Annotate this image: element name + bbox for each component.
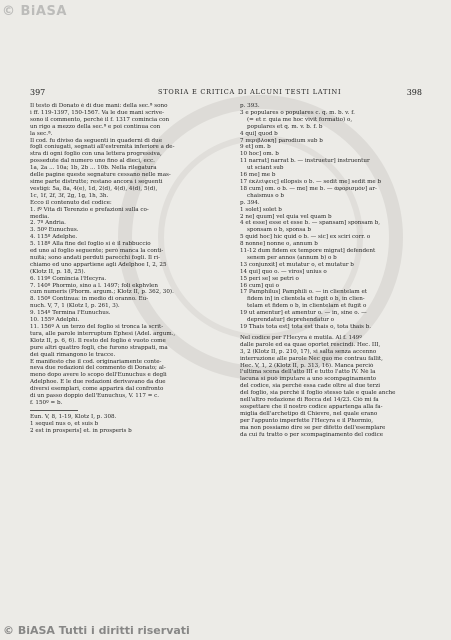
running-header (30, 88, 422, 100)
text-line: 4 et esse] esse et esse b. — spansam] sponsam b, (240, 220, 381, 227)
text-line: 1c, 1f, 2f, 3f, 2g, 1g, 1h, 3h. (30, 192, 109, 199)
text-line: delle pagine queste segnature cessano nelle mas- (30, 172, 171, 179)
text-line: 2. 7º Andria. (30, 220, 66, 227)
text-line: 16 me] me b (240, 172, 276, 179)
text-line: 7. 140º Phormio, sino a l. 1497; foli ekphvlen (30, 282, 158, 289)
left-body-text (30, 103, 228, 407)
text-line: dalle parole ed ea quae oportet rescindi. Hec. III, (240, 341, 381, 348)
text-line: Ecco il contenuto del codice: (30, 199, 112, 206)
text-line: Adelphoe. E le due redazioni derivavano da due (30, 379, 166, 386)
text-line: 11-12 dum fidem ex tempore migrat] defendent (240, 248, 376, 255)
text-line: (Klotz II, p. 18, 25). (30, 268, 86, 275)
text-line: telam et fidem o b, in clientelam et fugit o (247, 303, 367, 310)
text-line: 1 solet] solet b (240, 206, 282, 213)
text-line: 16 cum] qui o (240, 282, 280, 289)
text-line: 19 Thais tota est] tota est thais o, tota thais b. (240, 324, 372, 330)
text-line: miglia dell'archetipo di Chievre, nel quale erano (240, 410, 378, 417)
text-line: 14 qui] quo o. — viros] unius o (240, 268, 327, 275)
text-line: sospettare che il nostro codice appartenga alla fa- (240, 403, 383, 410)
text-line: 3 e populares o populares c. q. m. b. v. f. (240, 109, 355, 116)
text-line: dei quali rimangono le tracce. (30, 351, 116, 358)
text-line: 5. 118º Alla fine del foglio si è il rabbuccio (30, 241, 151, 248)
text-line: 19 ut amentur] et amentur o. — in, sine o. — (240, 310, 367, 317)
page-number-right: 398 (406, 88, 422, 97)
text-line: nuità; sono andati perduti parecchi fogli. Il ri- (30, 254, 161, 261)
text-line: 8. 150º Continua: in medio di oranno. Eu- (30, 296, 149, 303)
text-line: un rigo a mezzo della sec.ª e poi continua con (30, 123, 161, 130)
text-line: 1a, 2a ... 10a; 1b, 2b ... 10b. Nella rilegatura (30, 165, 157, 172)
text-line: Hec. V, 1, 2 (Klotz II, p. 313, 16). Manca perciò (240, 362, 374, 369)
text-line: Klotz II, p. 6, 6). Il resto del foglio è vuoto come (30, 337, 166, 344)
text-line: pure altri quattro fogli, che furono strappati, ma (30, 344, 168, 351)
watermark-top: © BiASA (2, 4, 67, 19)
text-line: vestigi: 5a, 8a, 4(e), 1d, 2(d), 4(d), 4(d), 5(d), (30, 185, 158, 192)
text-line: senem per annos (annum b) o b (247, 254, 337, 261)
text-line: nuch. V, 7, 1 (Klotz I, p. 261, 3). (30, 303, 120, 310)
text-line: da cui fu tratto o per scompaginamento del codice (240, 431, 384, 438)
text-line: f. 150º = b. (30, 399, 63, 406)
text-line: 3, 2 (Klotz II, p. 210, 17), si salta senza accenno (240, 348, 377, 355)
text-line: 4 qui] quod b (240, 130, 278, 137)
text-line: 11 narrat] narrat b. — instruetur] instruentur (240, 158, 370, 165)
text-line: del foglio, sia perchè il foglio stesso tale e quale anche (240, 390, 396, 397)
text-line: populares et q. m. v. b. f. b (247, 123, 323, 130)
right-apparatus (240, 103, 422, 331)
text-line: fogli coniugati, segnati all'estremità inferiore a de- (30, 144, 175, 151)
text-line: 5 quid hoc] hic quid o b. — sic] ex sciri corr. o (240, 234, 371, 241)
right-paragraph (240, 335, 422, 439)
text-line: possedute dal numero uno fino al dieci, ecc. (30, 158, 155, 165)
text-line: 3. 50º Eunuchus. (30, 227, 79, 234)
text-line: 9. 154º Termina l'Eunuchus. (30, 310, 111, 317)
text-line: deprendatur] deprehendatur o (247, 317, 335, 324)
text-line: p. 393. (240, 103, 260, 109)
left-footnotes (30, 414, 228, 435)
text-line: meno dopo avere lo scopo dell'Eunuchus e degli (30, 372, 167, 379)
text-line: sponsam o b, sponsa b (247, 227, 311, 234)
text-line: lacuna si può imputare a uno scompaginamento (240, 376, 377, 383)
text-line: nell'altro redazione di Rocca del 14/23. Ciò mi fa (240, 397, 379, 404)
text-line: 4. 115º Adelphe. (30, 234, 78, 241)
text-line: sono il commento, perchè il f. 1317 comincia con (30, 116, 170, 123)
text-line: 1 sequel nus o, et suis b (30, 420, 99, 427)
text-line: 15 peri se] se petri o (240, 275, 299, 282)
text-line: Nel codice per l'Hecyra è mutila. Al f. 149º (240, 334, 362, 341)
text-line: 2 est in prosperis] et. in prosperis b (30, 427, 132, 434)
text-line: stra di ogni foglio con una lettera progressiva, (30, 151, 162, 158)
text-line: 2 ne] quum] vel quia vel quam b (240, 213, 332, 220)
text-line: neva due redazioni del commento di Donato; al- (30, 365, 166, 372)
right-column (240, 103, 422, 439)
text-line: 6. 119º Comincia l'Hecyra. (30, 275, 107, 282)
text-line: 11. 156º A un terzo del foglio si tronca la scrit- (30, 324, 164, 330)
running-title: STORIA E CRITICA DI ALCUNI TESTI LATINI (158, 88, 342, 96)
text-line: del codice, sia perchè essa cade oltre al due terzi (240, 383, 381, 390)
text-line: p. 394. (240, 199, 260, 206)
text-line: 18 cum] om. o b. — me] me b. — ἀφορισμόν] ar- (240, 185, 377, 192)
page-number-left: 397 (30, 88, 46, 97)
text-line: tura, alle parole interruptum Ephesi (Adel. argum., (30, 330, 176, 337)
text-line: l'ultima scena dell'atto III e tutto l'atto IV. Nè la (240, 369, 376, 376)
text-line: 13 conjunxit] et mutatur o, et mutatur b (240, 261, 354, 268)
text-line: È manifesto che il cod. originariamente conte- (30, 358, 162, 365)
left-column (30, 103, 228, 435)
text-line: Eun. V, 8, 1-19, Klotz I, p. 308. (30, 413, 117, 420)
text-line: 10. 155º Adelphi. (30, 317, 80, 324)
text-line: ut sciant sub (247, 165, 284, 172)
text-line: cum numeris (Phorm. argum.; Klotz II, p. 362, 30). (30, 289, 174, 296)
text-line: di un passo doppio dell'Eunuchus, V. 117 = c. (30, 393, 160, 400)
text-line: interruzione alle parole Nec quo me contrau fallit, (240, 355, 383, 362)
text-line: per l'appunto imperfette l'Hecyra e il Phormio, (240, 417, 374, 424)
text-line: sime parte distrutte; restano ancora i seguenti (30, 178, 163, 185)
text-line: 8 nonne] nonne o, annum b (240, 241, 318, 248)
text-line: chaismus o b (247, 192, 285, 199)
text-line: chiamo ed uno appartiene agli Adelphoe I, 2, 25 (30, 261, 167, 268)
text-line: 7 περιβλοκή] parodium sub b (240, 137, 323, 144)
text-line: ma non possiamo dire se per difetto dell'esemplare (240, 424, 386, 431)
text-line: 10 hoc] om. b (240, 151, 279, 158)
text-line: Il testo di Donato è di due mani: della sec.ª sono (30, 103, 168, 109)
text-line: i ff. 119-1397, 150-1567. Va le due mani scrive- (30, 109, 165, 116)
footnote-rule (30, 410, 78, 411)
text-line: (= et r. quia me hoc vivit formatio) o, (247, 116, 353, 123)
text-line: 9 et] om. b (240, 144, 271, 151)
watermark-bottom: © BiASA Tutti i diritti riservati (3, 624, 190, 637)
text-line: la sec.ª. (30, 130, 53, 137)
text-line: 1. fº Vita di Terenzio e prefazioni sulla co- (30, 206, 149, 213)
text-line: diversi esemplari, come apparirà dal confronto (30, 386, 164, 393)
text-line: media. (30, 213, 50, 220)
text-line: 17 Pamphilus] Pamphili o. — in clientelam et (240, 289, 368, 296)
text-line: ed uno al foglio seguente; però manca la conti- (30, 248, 164, 255)
text-line: 17 ἐκλείψεις] ellopsis o b. — sedit me] sedit me b (240, 178, 382, 185)
text-line: fidem in] in clientela et fugit o b, in clien- (247, 296, 365, 303)
text-line: Il cod. fu diviso da seguenti in quaderni di due (30, 137, 163, 144)
